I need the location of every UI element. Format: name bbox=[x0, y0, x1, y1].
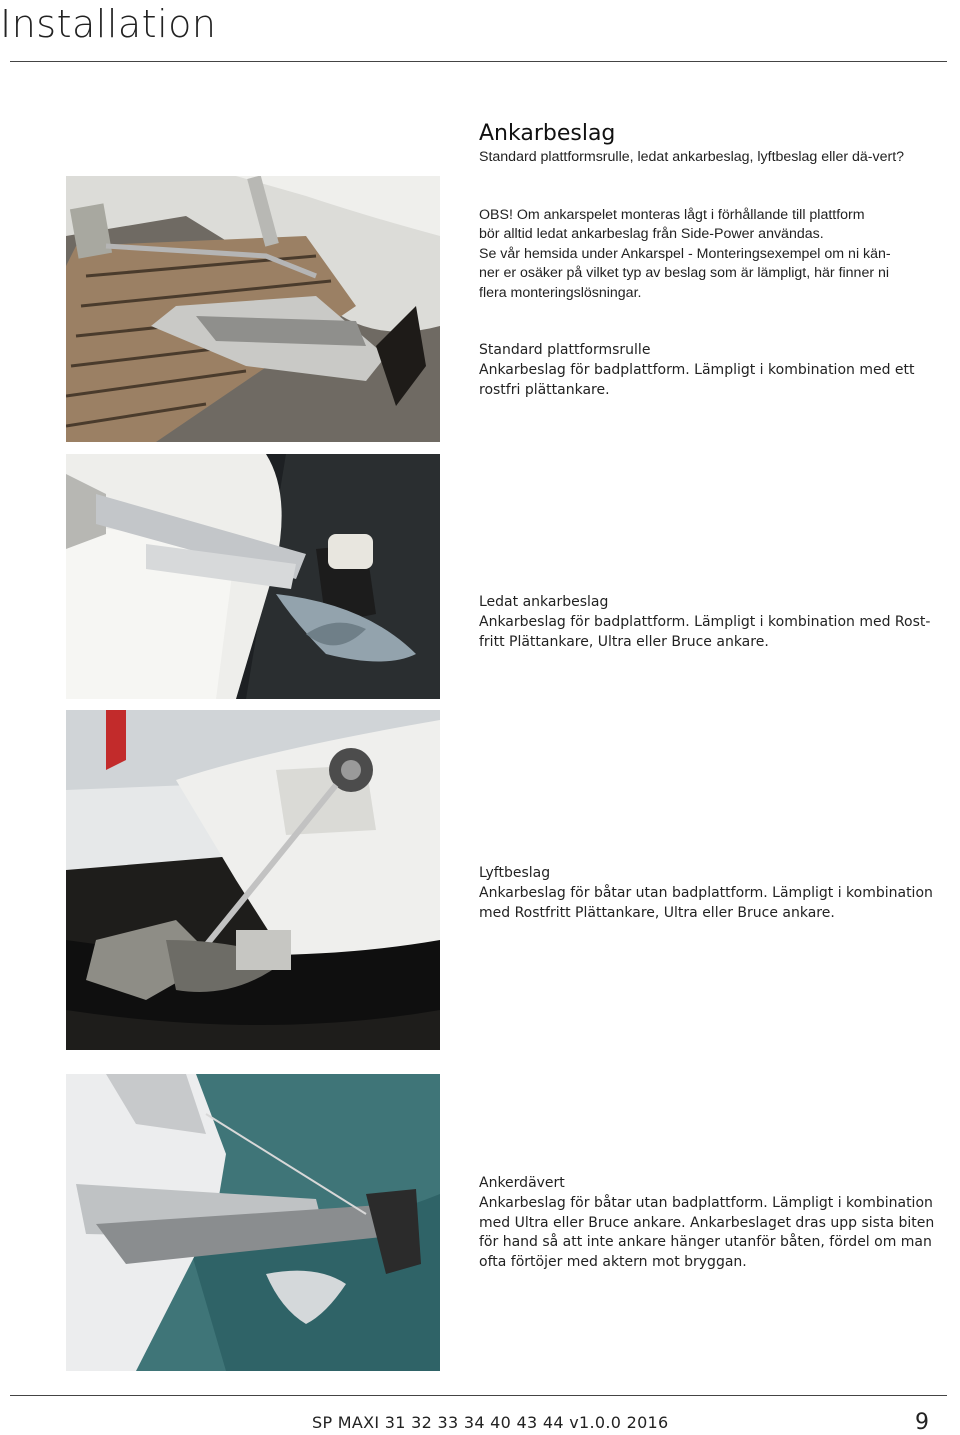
obs-line-1: OBS! Om ankarspelet monteras lågt i förhållande till plattform bbox=[479, 207, 865, 223]
header-divider bbox=[10, 61, 947, 62]
footer-divider bbox=[10, 1395, 947, 1396]
platform-roller-photo bbox=[66, 176, 440, 442]
section-title: Ankarbeslag bbox=[479, 121, 616, 146]
obs-line-5: flera monteringslösningar. bbox=[479, 285, 642, 301]
item-1-title: Standard plattformsrulle bbox=[479, 342, 651, 358]
anchor-davit-photo bbox=[66, 1074, 440, 1371]
footer-models: SP MAXI 31 32 33 34 40 43 44 v1.0.0 2016 bbox=[312, 1413, 669, 1432]
hinged-anchor-bracket-photo bbox=[66, 454, 440, 699]
obs-line-4: ner er osäker på vilket typ av beslag som är lämpligt, här finner ni bbox=[479, 265, 890, 281]
item-3-desc: Ankarbeslag för båtar utan badplattform. Lämpligt i kombination med Rostfritt Plättankare, Ultra eller Bruce ankare. bbox=[479, 885, 933, 921]
obs-line-3: Se vår hemsida under Ankarspel - Monteringsexempel om ni kän- bbox=[479, 246, 891, 262]
section-intro: Standard plattformsrulle, ledat ankarbeslag, lyftbeslag eller dä-vert? bbox=[479, 149, 905, 165]
item-4-desc: Ankarbeslag för båtar utan badplattform. Lämpligt i kombination med Ultra eller Bruce ankare. Ankarbeslaget dras upp sista biten för hand så att inte ankare hänger utanför båten, fördel om man ofta förtöjer med aktern mot bryggan. bbox=[479, 1195, 935, 1270]
page-number: 9 bbox=[915, 1410, 929, 1435]
item-1-desc: Ankarbeslag för badplattform. Lämpligt i kombination med ett rostfri plättankare. bbox=[479, 362, 915, 398]
lifting-bracket-photo bbox=[66, 710, 440, 1050]
item-2-title: Ledat ankarbeslag bbox=[479, 594, 609, 610]
page-title: Installation bbox=[0, 2, 217, 46]
item-4-title: Ankerdävert bbox=[479, 1175, 565, 1191]
item-3-title: Lyftbeslag bbox=[479, 865, 551, 881]
item-2-desc: Ankarbeslag för badplattform. Lämpligt i kombination med Rost-fritt Plättankare, Ultra eller Bruce ankare. bbox=[479, 614, 931, 650]
obs-line-2: bör alltid ledat ankarbeslag från Side-Power användas. bbox=[479, 226, 824, 242]
